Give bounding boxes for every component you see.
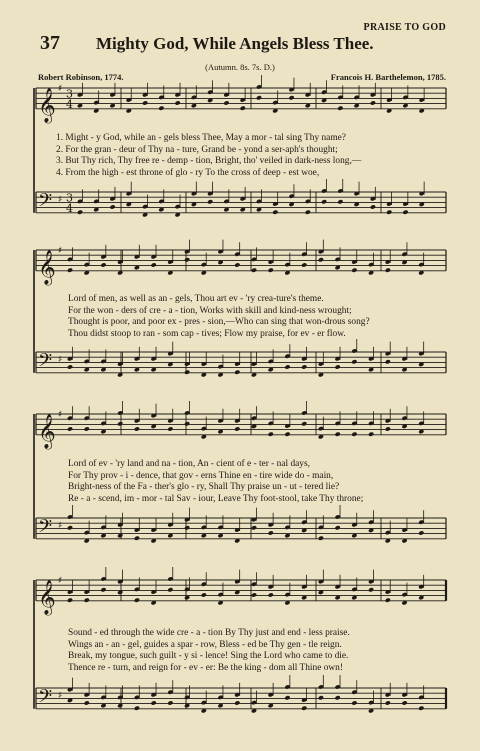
lyric-verse-4: Re - a - scend, im - mor - tal Sav - iour, Leave Thy foot-stool, take Thy throne; [68, 493, 364, 504]
note-head [370, 204, 376, 209]
note-head [385, 426, 391, 431]
note-head [184, 525, 190, 530]
time-signature-bottom: 4 [66, 97, 73, 111]
lyric-verse-2: 2. For the gran - deur of Thy na - ture, Grand be - yond a ser-aph's thought; [56, 144, 338, 155]
note-head [288, 95, 294, 100]
note-head [151, 262, 157, 267]
note-head [234, 700, 240, 705]
staff-lines [34, 88, 446, 709]
note-head [368, 587, 374, 592]
hymn-number: 37 [40, 32, 60, 54]
lyric-verse-1: Lord of men, as well as an - gels, Thou art ev - 'ry crea-ture's theme. [68, 294, 324, 304]
sharp-icon: ♯ [58, 410, 63, 420]
treble-clef-icon: 𝄞 [38, 87, 56, 123]
lyric-verse-2: Wings an - an - gel, guides a spar - row, Bless - ed be Thy gen - tle reign. [68, 639, 342, 650]
note-head [175, 100, 181, 105]
sharp-icon: ♯ [58, 84, 63, 94]
note-head [207, 199, 213, 204]
note-head [117, 421, 123, 426]
lyrics-system-4 [68, 628, 450, 674]
note-head [151, 700, 157, 705]
lyric-verse-1: Sound - ed through the wide cre - a - tion By Thy just and end - less praise. [68, 628, 350, 638]
bass-clef-icon: 𝄢 [38, 686, 53, 712]
note-head [272, 210, 278, 215]
lyrics-system-2 [68, 294, 450, 340]
note-head [368, 432, 374, 437]
sharp-icon: ♯ [58, 246, 63, 256]
note-head [418, 530, 424, 535]
note-head [268, 530, 274, 535]
note-head [100, 587, 106, 592]
note-head [335, 695, 341, 700]
lyric-verse-4: Thou didst stoop to ran - som cap - tives; Flow my praise, for ev - er flow. [68, 328, 346, 339]
note-head [251, 268, 257, 273]
note-head [385, 268, 391, 273]
note-head [370, 100, 376, 105]
time-signature-bottom: 4 [66, 201, 73, 215]
section-label: PRAISE TO GOD [363, 22, 446, 33]
note-head [385, 359, 391, 364]
note-head [184, 370, 190, 375]
sharp-icon: ♯ [58, 691, 63, 701]
note-head [386, 210, 392, 215]
note-head [284, 432, 290, 437]
lyric-verse-1: 1. Might - y God, while an - gels bless Thee, May a mor - tal sing Thy name? [56, 133, 346, 143]
lyric-verse-1: Lord of ev - 'ry land and na - tion, An - cient of e - ter - nal days, [68, 459, 310, 469]
note-head [385, 598, 391, 603]
note-head [201, 592, 207, 597]
note-head [305, 210, 311, 215]
time-signature-top: 3 [66, 191, 73, 205]
note-head [301, 706, 307, 711]
treble-clef-icon: 𝄞 [38, 579, 56, 615]
lyric-verse-4: 4. From the high - est throne of glo - ry To the cross of deep - est woe, [56, 167, 320, 178]
sharp-icon: ♯ [58, 521, 63, 531]
note-head [67, 426, 73, 431]
note-head [318, 257, 324, 262]
lyric-verse-3: 3. But Thy rich, Thy free re - demp - tion, Bright, tho' veiled in dark-ness long,— [56, 156, 362, 167]
note-head [223, 100, 229, 105]
note-head [256, 95, 262, 100]
note-head [134, 426, 140, 431]
note-head [318, 536, 324, 541]
bass-clef-icon: 𝄢 [38, 350, 53, 376]
note-head [284, 364, 290, 369]
note-head [167, 700, 173, 705]
treble-clef-icon: 𝄞 [38, 413, 56, 449]
sharp-icon: ♯ [58, 195, 63, 205]
note-head [67, 364, 73, 369]
note-head [77, 210, 83, 215]
note-head [167, 426, 173, 431]
note-head [401, 700, 407, 705]
lyrics-system-3 [68, 459, 450, 505]
hymn-title: Mighty God, While Angels Bless Thee. [96, 34, 374, 53]
note-head [351, 268, 357, 273]
note-head [234, 426, 240, 431]
note-head [67, 525, 73, 530]
note-head [337, 199, 343, 204]
note-head [268, 268, 274, 273]
lyric-verse-3: Thought is poor, and poor ex - pres - sion,—Who can sing that won-drous song? [68, 317, 370, 328]
note-head [284, 695, 290, 700]
note-head [402, 210, 408, 215]
note-head [184, 421, 190, 426]
note-head [251, 525, 257, 530]
bass-clef-icon: 𝄢 [38, 190, 53, 216]
note-head [337, 106, 343, 111]
note-head [234, 262, 240, 267]
note-head [418, 706, 424, 711]
time-signature-top: 3 [66, 87, 73, 101]
note-head [301, 421, 307, 426]
note-head [167, 587, 173, 592]
note-head [301, 262, 307, 267]
note-head [268, 592, 274, 597]
lyric-verse-3: Break, my tongue, such guilt - y si - lence! Sing the Lord who came to die. [68, 651, 349, 662]
note-head [67, 598, 73, 603]
music-credit: Francois H. Barthelemon, 1785. [330, 72, 446, 82]
note-head [67, 268, 73, 273]
note-head [351, 359, 357, 364]
lyric-verse-3: Bright-ness of the Fa - ther's glo - ry, Shall Thy praise un - ut - tered lie? [68, 482, 340, 493]
note-head [84, 598, 90, 603]
note-head [142, 100, 148, 105]
note-head [321, 199, 327, 204]
note-head [134, 598, 140, 603]
lyric-verse-4: Thence re - turn, and reign for - ev - er: Be the king - dom all Thine own! [68, 662, 343, 673]
note-head [351, 700, 357, 705]
note-head [109, 204, 115, 209]
note-head [84, 700, 90, 705]
note-head [234, 370, 240, 375]
tune-meter: (Autumn. 8s. 7s. D.) [205, 62, 275, 72]
note-head [100, 262, 106, 267]
note-head [385, 700, 391, 705]
note-head [268, 432, 274, 437]
note-head [84, 426, 90, 431]
note-head [351, 432, 357, 437]
note-head [158, 106, 164, 111]
note-head [240, 106, 246, 111]
lyric-verse-2: For the won - ders of cre - a - tion, Works with skill and kind-ness wrought; [68, 305, 352, 316]
sharp-icon: ♯ [58, 576, 63, 586]
lyric-verse-2: For Thy prov - i - dence, that gov - erns Thine en - tire wide do - main, [68, 470, 334, 481]
note-head [335, 525, 341, 530]
bass-clef-icon: 𝄢 [38, 516, 53, 542]
note-head [134, 536, 140, 541]
note-head [335, 432, 341, 437]
note-head [184, 257, 190, 262]
treble-clef-icon: 𝄞 [38, 249, 56, 285]
lyrics-system-1 [56, 133, 448, 179]
words-credit: Robert Robinson, 1774. [38, 72, 124, 82]
note-head [251, 592, 257, 597]
note-head [318, 695, 324, 700]
note-head [335, 364, 341, 369]
note-head [134, 706, 140, 711]
sharp-icon: ♯ [58, 355, 63, 365]
note-head [301, 364, 307, 369]
